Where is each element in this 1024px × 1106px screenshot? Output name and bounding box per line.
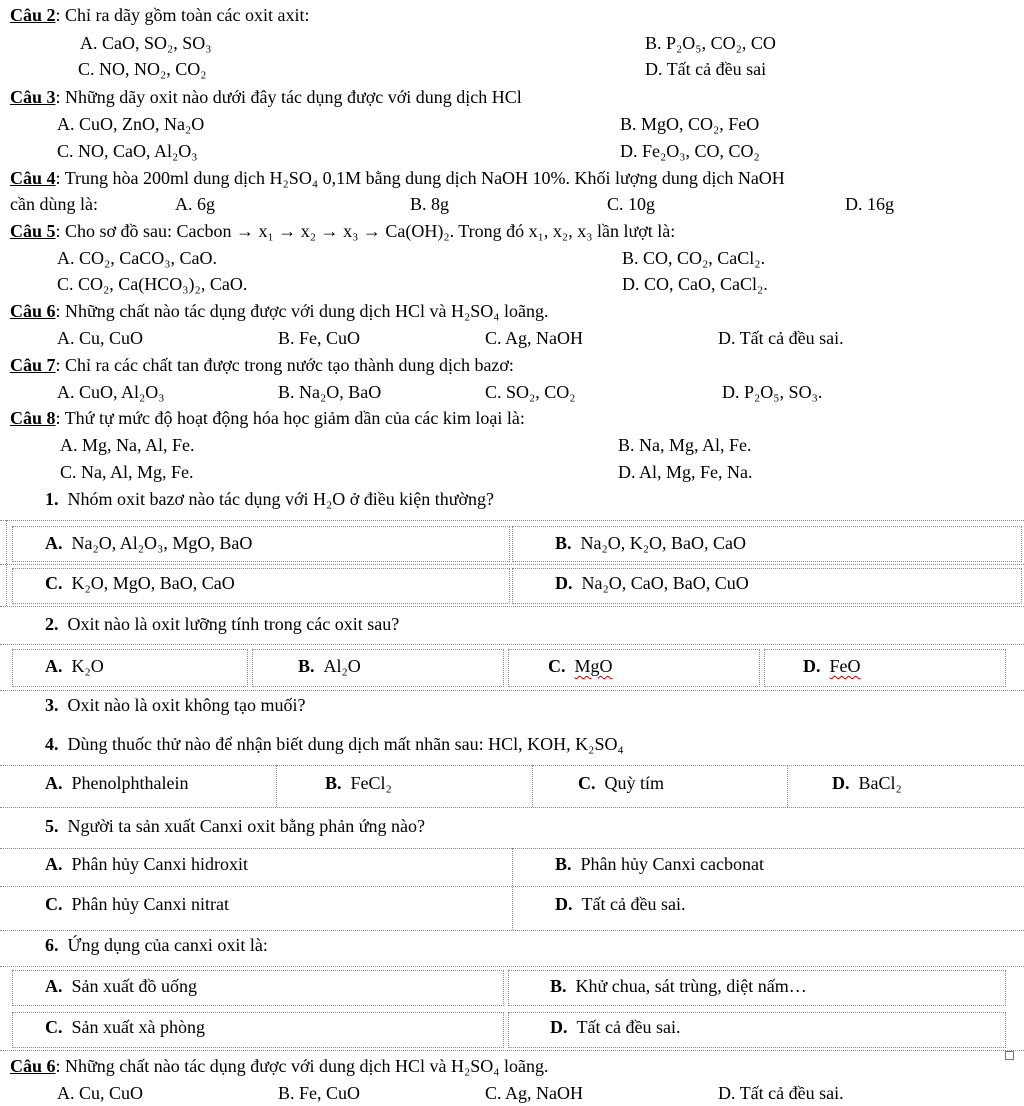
n5-stem: 5. Người ta sản xuất Canxi oxit bằng phản ứng nào?	[45, 816, 425, 836]
divider	[0, 690, 1024, 691]
q3-option-a: A. CuO, ZnO, Na₂O	[57, 114, 205, 134]
q6b-stem: Câu 6: Những chất nào tác dụng được với dung dịch HCl và H₂SO₄ loãng.	[10, 1056, 549, 1076]
n2-option-a: A. K₂O	[45, 656, 104, 676]
q6-option-c: C. Ag, NaOH	[485, 328, 583, 348]
n4-option-d: D. BaCl₂	[832, 773, 902, 793]
n2-cell-c	[508, 649, 760, 687]
n1-stem: 1. Nhóm oxit bazơ nào tác dụng với H₂O ở điều kiện thường?	[45, 489, 495, 509]
q7-option-d: D. P₂O₅, SO₃.	[722, 382, 823, 402]
q7-option-b: B. Na₂O, BaO	[278, 382, 382, 402]
q3-option-b: B. MgO, CO₂, FeO	[620, 114, 760, 134]
q6b-option-d: D. Tất cả đều sai.	[718, 1083, 844, 1103]
q2-option-a: A. CaO, SO₂, SO₃	[80, 33, 212, 53]
q2-stem: Câu 2: Chỉ ra dãy gồm toàn các oxit axit:	[10, 5, 310, 25]
q8-stem: Câu 8: Thứ tự mức độ hoạt động hóa học giảm dần của các kim loại là:	[10, 408, 525, 428]
q3-option-c: C. NO, CaO, Al₂O₃	[57, 141, 198, 161]
n4-option-b: B. FeCl₂	[325, 773, 392, 793]
q4-stem: Câu 4: Trung hòa 200ml dung dịch H₂SO₄ 0,1M bằng dung dịch NaOH 10%. Khối lượng dung dịch NaOH	[10, 168, 785, 188]
paragraph-anchor-icon	[1005, 1051, 1014, 1060]
q3-option-d: D. Fe₂O₃, CO, CO₂	[620, 141, 760, 161]
divider	[6, 520, 7, 606]
q6-option-a: A. Cu, CuO	[57, 328, 144, 348]
n6-option-b: B. Khử chua, sát trùng, diệt nấm…	[550, 976, 807, 996]
n4-option-c: C. Quỳ tím	[578, 773, 665, 793]
q8-option-a: A. Mg, Na, Al, Fe.	[60, 435, 195, 455]
q8-option-b: B. Na, Mg, Al, Fe.	[618, 435, 752, 455]
divider	[0, 564, 1024, 565]
n2-option-b: B. Al₂O	[298, 656, 361, 676]
q6-stem: Câu 6: Những chất nào tác dụng được với dung dịch HCl và H₂SO₄ loãng.	[10, 301, 549, 321]
q7-option-c: C. SO₂, CO₂	[485, 382, 576, 402]
n3-stem: 3. Oxit nào là oxit không tạo muối?	[45, 695, 306, 715]
divider	[0, 807, 1024, 808]
n1-option-c: C. K₂O, MgO, BaO, CaO	[45, 573, 235, 593]
q7-stem: Câu 7: Chỉ ra các chất tan được trong nước tạo thành dung dịch bazơ:	[10, 355, 514, 375]
divider	[532, 765, 533, 807]
n6-option-d: D. Tất cả đều sai.	[550, 1017, 681, 1037]
q5-option-c: C. CO₂, Ca(HCO₃)₂, CaO.	[57, 274, 248, 294]
n4-stem: 4. Dùng thuốc thử nào để nhận biết dung dịch mất nhãn sau: HCl, KOH, K₂SO₄	[45, 734, 624, 754]
q4-option-c: C. 10g	[607, 194, 656, 214]
n5-option-c: C. Phân hủy Canxi nitrat	[45, 894, 229, 914]
divider	[276, 765, 277, 807]
q4-option-a: A. 6g	[175, 194, 215, 214]
divider	[0, 1050, 1024, 1051]
n1-option-b: B. Na₂O, K₂O, BaO, CaO	[555, 533, 747, 553]
divider	[787, 765, 788, 807]
n5-option-b: B. Phân hủy Canxi cacbonat	[555, 854, 764, 874]
q5-option-d: D. CO, CaO, CaCl₂.	[622, 274, 768, 294]
q6b-option-a: A. Cu, CuO	[57, 1083, 144, 1103]
n2-option-d: D. FeO	[803, 656, 861, 676]
q8-option-d: D. Al, Mg, Fe, Na.	[618, 462, 753, 482]
n6-option-a: A. Sản xuất đồ uống	[45, 976, 197, 996]
n1-option-a: A. Na₂O, Al₂O₃, MgO, BaO	[45, 533, 253, 553]
n2-option-c: C. MgO	[548, 656, 613, 676]
divider	[0, 644, 1024, 645]
n1-option-d: D. Na₂O, CaO, BaO, CuO	[555, 573, 749, 593]
divider	[0, 606, 1024, 607]
q5-stem: Câu 5: Cho sơ đồ sau: Cacbon → x₁ → x₂ → x₃ → Ca(OH)₂. Trong đó x₁, x₂, x₃ lần lượt là:	[10, 221, 676, 241]
divider	[0, 966, 1024, 967]
q4-stem-cont: cần dùng là:	[10, 194, 98, 214]
q6b-option-b: B. Fe, CuO	[278, 1083, 361, 1103]
q7-option-a: A. CuO, Al₂O₃	[57, 382, 165, 402]
n5-option-a: A. Phân hủy Canxi hidroxit	[45, 854, 248, 874]
q2-option-c: C. NO, NO₂, CO₂	[78, 59, 207, 79]
q6b-option-c: C. Ag, NaOH	[485, 1083, 583, 1103]
q5-option-b: B. CO, CO₂, CaCl₂.	[622, 248, 766, 268]
n2-stem: 2. Oxit nào là oxit lưỡng tính trong các oxit sau?	[45, 614, 400, 634]
q2-option-d: D. Tất cả đều sai	[645, 59, 767, 79]
divider	[0, 520, 1024, 521]
q4-option-d: D. 16g	[845, 194, 894, 214]
q5-option-a: A. CO₂, CaCO₃, CaO.	[57, 248, 218, 268]
divider	[512, 848, 513, 930]
n2-cell-d	[764, 649, 1006, 687]
n6-stem: 6. Ứng dụng của canxi oxit là:	[45, 935, 268, 955]
n6-option-c: C. Sản xuất xà phòng	[45, 1017, 205, 1037]
q8-option-c: C. Na, Al, Mg, Fe.	[60, 462, 194, 482]
n4-option-a: A. Phenolphthalein	[45, 773, 189, 793]
q2-option-b: B. P₂O₅, CO₂, CO	[645, 33, 776, 53]
q6-option-d: D. Tất cả đều sai.	[718, 328, 844, 348]
q4-option-b: B. 8g	[410, 194, 450, 214]
n2-cell-b	[252, 649, 504, 687]
divider	[0, 765, 1024, 766]
n5-option-d: D. Tất cả đều sai.	[555, 894, 686, 914]
q3-stem: Câu 3: Những dãy oxit nào dưới đây tác dụng được với dung dịch HCl	[10, 87, 522, 107]
divider	[0, 886, 1024, 887]
divider	[0, 930, 1024, 931]
q6-option-b: B. Fe, CuO	[278, 328, 361, 348]
